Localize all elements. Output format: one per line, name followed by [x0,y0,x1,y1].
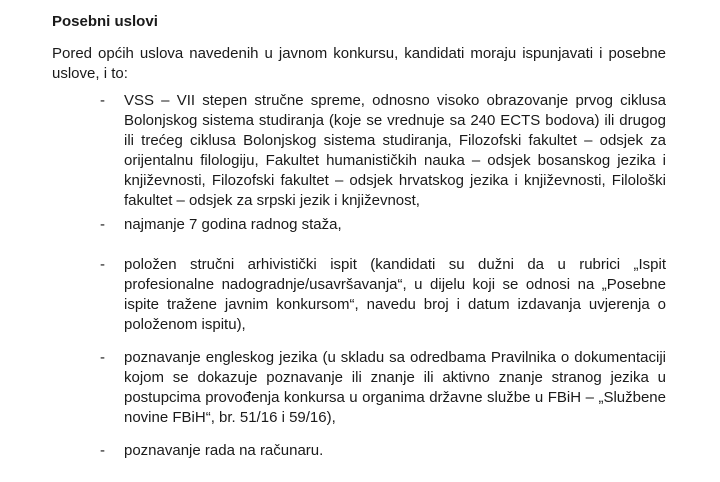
bullet-dash: - [100,216,105,233]
intro-paragraph: Pored općih uslova navedenih u javnom konkursu, kandidati moraju ispunjavati i posebne uslove, i to: [52,45,666,82]
list-item-text: položen stručni arhivistički ispit (kandidati su dužni da u rubrici „Ispit profesionalne nadogradnje/usavršavanja“, u dijelu koji se odnosi na „Posebne ispite tražene javnim konkursom“, navedu broj i datum izdavanja uvjerenja o položenom ispitu), [124,256,666,333]
bullet-dash: - [100,442,105,459]
section-heading: Posebni uslovi [52,13,158,30]
list-item-text: najmanje 7 godina radnog staža, [124,216,342,233]
list-item-text: VSS – VII stepen stručne spreme, odnosno visoko obrazovanje prvog ciklusa Bolonjskog sistema studiranja (koje se vrednuje sa 240 ECTS bodova) ili drugog ili trećeg ciklusa Bolonjskog sistema studiranja, Filozofski fakultet – odsjek za orijentalnu filologiju, Fakultet humanističkih nauka – odsjek bosanskog jezika i književnosti, Filozofski fakultet – odsjek hrvatskog jezika i književnosti, Filološki fakultet – odsjek za srpski jezik i književnost, [124,92,666,209]
bullet-dash: - [100,92,105,109]
list-item-text: poznavanje engleskog jezika (u skladu sa odredbama Pravilnika o dokumentaciji kojom se dokazuje poznavanje ili znanje ili aktivno znanje stranog jezika u postupcima provođenja konkursa u organima državne službe u FBiH – „Službene novine FBiH“, br. 51/16 i 59/16), [124,349,666,426]
list-item-text: poznavanje rada na računaru. [124,442,324,459]
bullet-dash: - [100,349,105,366]
bullet-dash: - [100,256,105,273]
